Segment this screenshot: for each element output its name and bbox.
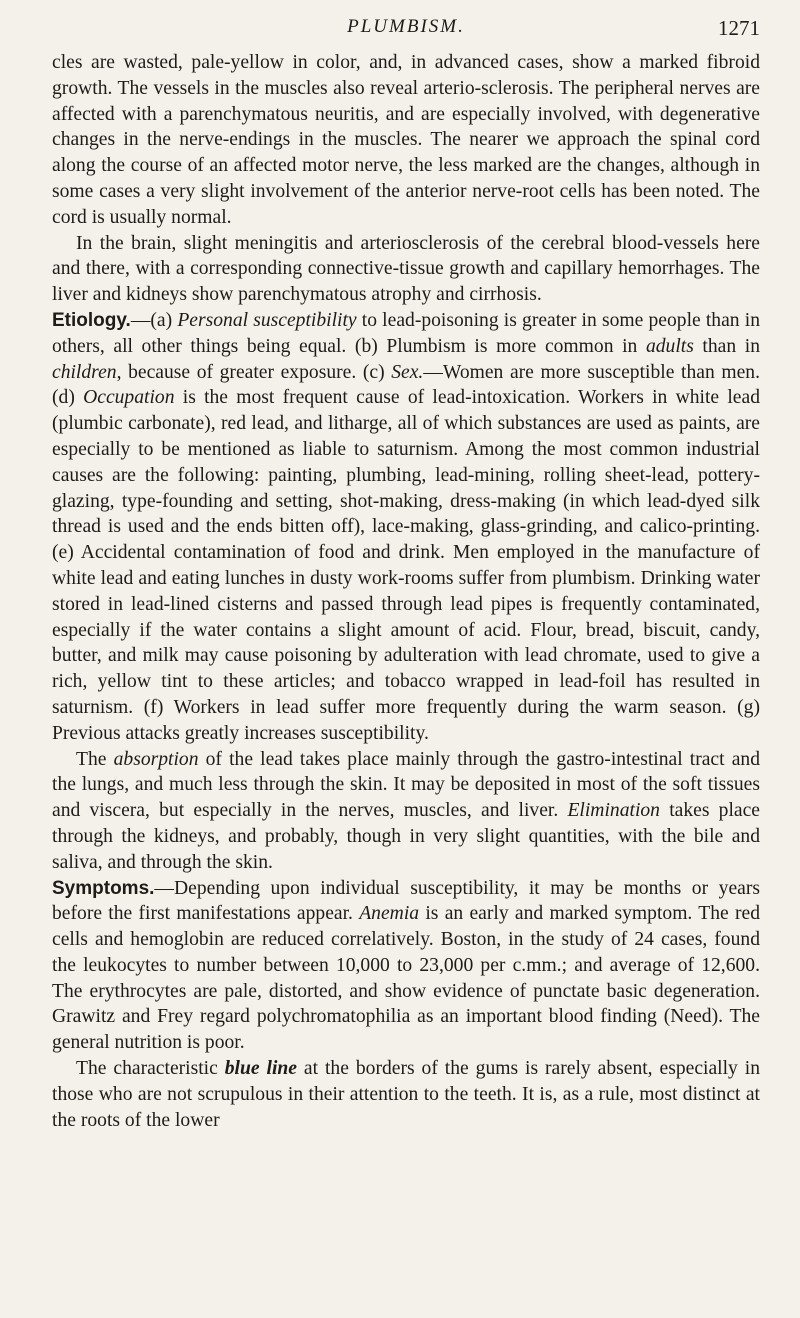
running-title: PLUMBISM. (347, 16, 465, 37)
body-text (52, 50, 760, 1133)
emphasis-text: Elimination (567, 800, 660, 822)
text-run: is the most frequent cause of lead-intoxication. Workers in white lead (plumbic carbonate), red lead, and litharge, all of which substances are used as paints, are especially to be mentioned as liable to saturnism. Among the most common industrial causes are the following: painting, plumbing, lead-mining, rolling sheet-lead, pottery-glazing, type-founding and setting, shot-making, dress-making (in which lead-dyed silk thread is used and the ends bitten off), lace-making, glass-grinding, and calico-printing. (e) Accidental contamination of food and drink. Men employed in the manufacture of white lead and eating lunches in dusty work-rooms suffer from plumbism. Drinking water stored in lead-lined cisterns and passed through lead pipes is frequently contaminated, especially if the water contains a slight amount of acid. Flour, bread, biscuit, candy, butter, and milk may cause poisoning by adulteration with lead chromate, used to give a rich, yellow tint to these articles; and tobacco wrapped in lead-foil has resulted in saturnism. (f) Workers in lead suffer more frequently during the warm season. (g) Previous attacks greatly increases susceptibility. (52, 387, 760, 744)
page-number: 1271 (718, 16, 760, 40)
emphasis-text: absorption (113, 748, 199, 770)
running-head (52, 16, 760, 50)
text-run: is an early and marked symptom. The red cells and hemoglobin are reduced correlatively. Boston, in the study of 24 cases, found the leukocytes to number between 10,000 to 23,000 per c.mm.; and average of 12,600. The erythrocytes are pale, distorted, and show evidence of punctate basic degeneration. Grawitz and Frey regard polychromatophilia as an important blood finding (Need). The general nutrition is poor. (52, 903, 761, 1054)
text-run: —(a) (130, 309, 178, 331)
emphasis-text: Personal susceptibility (177, 309, 357, 331)
paragraph-blue-line (52, 1056, 760, 1133)
emphasis-text: Occupation (83, 387, 175, 409)
text-run: —Depending upon individual susceptibility, it may be months or years before the first manifestations appear. (52, 877, 760, 925)
section-heading-etiology: Etiology. (52, 309, 131, 331)
emphasis-text: Sex. (391, 361, 424, 383)
text-run: at the borders of the gums is rarely absent, especially in those who are not scrupulous in their attention to the teeth. It is, as a rule, most distinct at the roots of the lower (52, 1058, 761, 1131)
paragraph-symptoms (52, 876, 760, 1057)
emphasis-text: blue line (224, 1058, 297, 1080)
section-heading-symptoms: Symptoms. (52, 877, 155, 899)
text-run: of the lead takes place mainly through the gastro-intestinal tract and the lungs, and much less through the skin. It may be deposited in most of the soft tissues and viscera, but especially in the nerves, muscles, and liver. (52, 748, 760, 822)
emphasis-text: Anemia (359, 903, 420, 925)
paragraph-pathology-brain: In the brain, slight meningitis and arteriosclerosis of the cerebral blood-vessels here and there, with a corresponding connective-tissue growth and capillary hemorrhages. The liver and kidneys show parenchymatous atrophy and cirrhosis. (52, 232, 760, 306)
paragraph-absorption (52, 747, 760, 876)
text-run: —Women are more susceptible than men. (d) (52, 361, 760, 409)
emphasis-text: children (52, 361, 117, 383)
paragraph-pathology-muscles: cles are wasted, pale-yellow in color, and, in advanced cases, show a marked fibroid growth. The vessels in the muscles also reveal arterio-sclerosis. The peripheral nerves are affected with a parenchymatous neuritis, and are especially involved, with degenerative changes in the nerve-endings in the muscles. The nearer we approach the spinal cord along the course of an affected motor nerve, the less marked are the changes, although in some cases a very slight involvement of the anterior nerve-root cells has been noted. The cord is usually normal. (52, 52, 760, 228)
text-run: takes place through the kidneys, and probably, though in very slight quantities, with the bile and saliva, and through the skin. (52, 800, 761, 873)
text-run: The characteristic (76, 1058, 225, 1080)
text-run: , because of greater exposure. (c) (116, 361, 392, 383)
paragraph-etiology (52, 308, 760, 747)
emphasis-text: adults (645, 335, 694, 357)
text-run: The (76, 748, 114, 770)
text-run: to lead-poisoning is greater in some people than in others, all other things being equal. (b) Plumbism is more common in (52, 309, 760, 357)
text-run: than in (693, 335, 760, 357)
